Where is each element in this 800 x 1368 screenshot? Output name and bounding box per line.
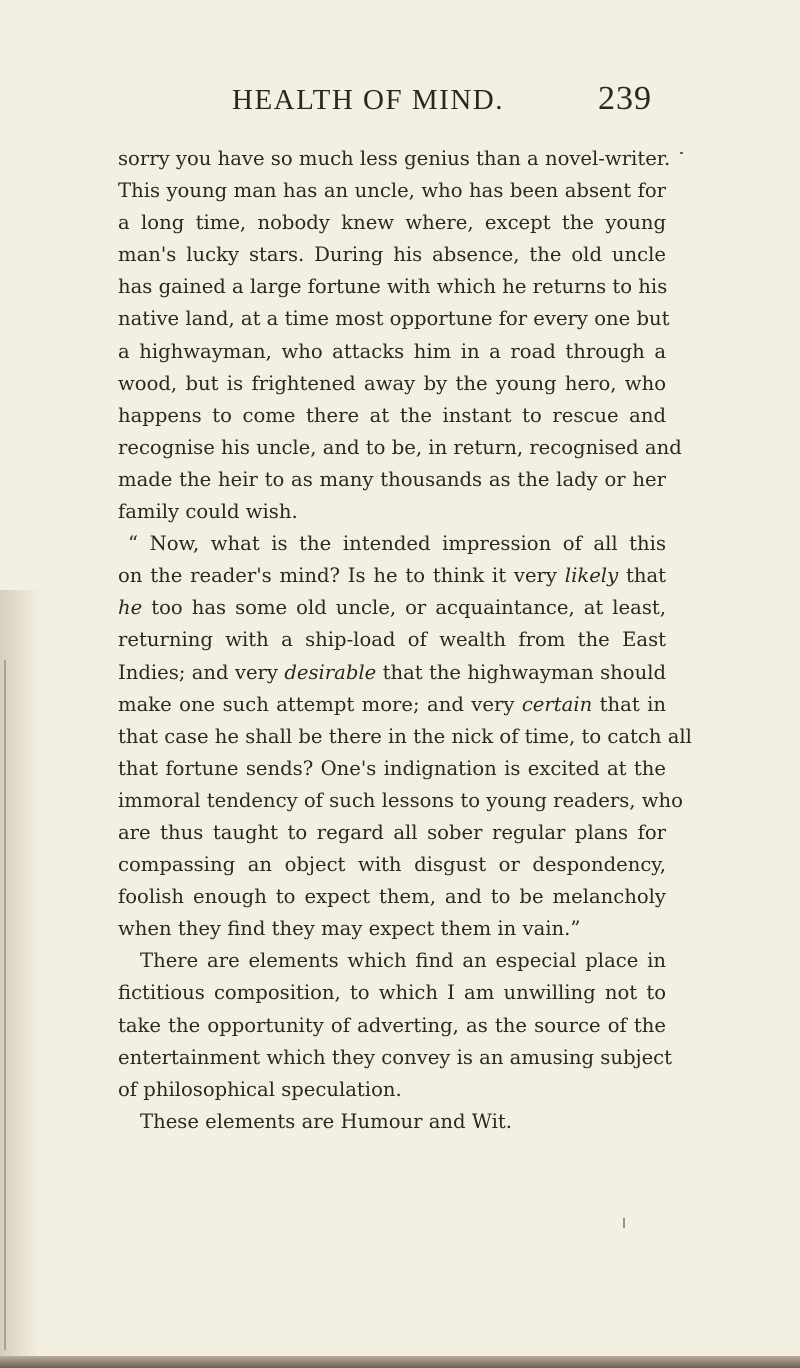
text-line: This young man has an uncle, who has been absent for <box>118 179 666 203</box>
quote-line <box>118 592 666 624</box>
text-line: of philosophical speculation. <box>118 1077 402 1101</box>
quote-line: foolish enough to expect them, and to be melancholy <box>118 885 666 909</box>
page-number: 239 <box>598 80 652 117</box>
emphasis-text: likely <box>564 564 619 588</box>
text-line: happens to come there at the instant to rescue and <box>118 403 666 427</box>
text-line: a highwayman, who attacks him in a road through a <box>118 339 666 363</box>
page-bottom-edge <box>0 1356 800 1368</box>
text-line: fictitious composition, to which I am unwilling not to <box>118 981 666 1005</box>
quote-line: compassing an object with disgust or despondency, <box>118 853 666 877</box>
quote-text: Indies; and very <box>118 660 278 684</box>
text-line: entertainment which they convey is an amusing subject <box>118 1045 673 1069</box>
quote-line: when they find they may expect them in vain.” <box>118 917 581 941</box>
text-line: family could wish. <box>118 500 298 524</box>
emphasis-text: he <box>118 596 143 620</box>
text-line: a long time, nobody knew where, except the young <box>118 211 666 235</box>
text-line: made the heir to as many thousands as the lady or her <box>118 467 666 491</box>
margin-mark <box>680 152 683 154</box>
quote-line: that fortune sends? One's indignation is excited at the <box>118 756 666 780</box>
running-head <box>0 80 800 124</box>
text-line: has gained a large fortune with which he returns to his <box>118 275 668 299</box>
quote-line <box>118 560 666 592</box>
quote-line: are thus taught to regard all sober regular plans for <box>118 820 666 844</box>
quote-text: that <box>625 564 667 588</box>
text-line: wood, but is frightened away by the young hero, who <box>118 371 666 395</box>
quote-text: too has some old uncle, or acquaintance, at least, <box>151 596 666 620</box>
text-line: These elements are Humour and Wit. <box>140 1109 512 1133</box>
text-line: There are elements which find an especial place in <box>140 949 666 973</box>
text-line: native land, at a time most opportune for every one but <box>118 307 670 331</box>
running-title: HEALTH OF MIND. <box>232 84 504 116</box>
text-line: sorry you have so much less genius than a novel-writer. <box>118 147 671 170</box>
emphasis-text: certain <box>521 692 593 716</box>
text-line: man's lucky stars. During his absence, the old uncle <box>118 243 666 267</box>
quote-line: immoral tendency of such lessons to young readers, who <box>118 788 683 812</box>
quote-line <box>118 689 666 721</box>
page-gutter-line <box>4 660 6 1350</box>
page-gutter-shadow <box>0 590 40 1368</box>
quote-text: that in <box>599 692 666 716</box>
quote-line <box>118 657 666 689</box>
emphasis-text: desirable <box>284 660 377 684</box>
body-text <box>118 143 692 1138</box>
margin-mark <box>623 1218 625 1228</box>
text-line: take the opportunity of adverting, as the source of the <box>118 1013 666 1037</box>
quote-line: returning with a ship-load of wealth from the East <box>118 628 666 652</box>
text-line: recognise his uncle, and to be, in return, recognised and <box>118 435 682 459</box>
quote-text: make one such attempt more; and very <box>118 692 515 716</box>
quote-text: on the reader's mind? Is he to think it very <box>118 564 557 588</box>
quote-text: that the highwayman should <box>382 660 667 684</box>
quote-line: that case he shall be there in the nick of time, to catch all <box>118 724 692 748</box>
quote-line: “ Now, what is the intended impression of all this <box>128 532 666 556</box>
